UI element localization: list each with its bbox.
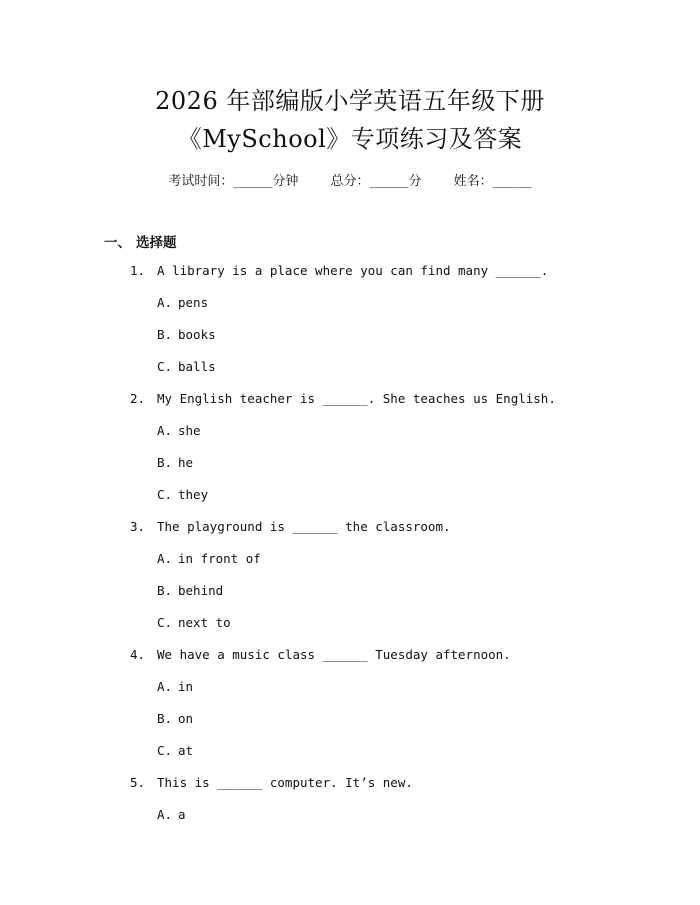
option-text: pens bbox=[178, 295, 209, 310]
exam-name-field: 姓名：______ bbox=[453, 174, 532, 189]
option-label: C. bbox=[157, 487, 173, 502]
exam-score-field: 总分：______分 bbox=[330, 174, 422, 189]
option-text: at bbox=[178, 743, 194, 758]
option-label: A. bbox=[157, 551, 173, 566]
question-1-option-b bbox=[0, 326, 700, 358]
question-number: 1. bbox=[130, 263, 146, 278]
option-label: C. bbox=[157, 743, 173, 758]
question-4-option-a bbox=[0, 678, 700, 710]
option-text: they bbox=[178, 487, 209, 502]
option-text: he bbox=[178, 455, 194, 470]
question-2 bbox=[0, 390, 700, 422]
section-title: 选择题 bbox=[136, 235, 177, 251]
question-number: 3. bbox=[130, 519, 146, 534]
option-label: B. bbox=[157, 455, 173, 470]
option-label: C. bbox=[157, 615, 173, 630]
question-5 bbox=[0, 774, 700, 806]
question-1 bbox=[0, 262, 700, 294]
question-3-option-b bbox=[0, 582, 700, 614]
option-text: she bbox=[178, 423, 201, 438]
exam-info bbox=[0, 170, 700, 189]
question-1-option-c bbox=[0, 358, 700, 390]
question-3-option-a bbox=[0, 550, 700, 582]
question-text: My English teacher is ______. She teaches us English. bbox=[157, 391, 556, 406]
option-label: B. bbox=[157, 711, 173, 726]
option-text: behind bbox=[178, 583, 224, 598]
option-text: on bbox=[178, 711, 194, 726]
question-4-option-c bbox=[0, 742, 700, 774]
option-label: A. bbox=[157, 423, 173, 438]
section-heading bbox=[104, 231, 177, 251]
option-text: a bbox=[178, 807, 186, 822]
question-text: We have a music class ______ Tuesday afternoon. bbox=[157, 647, 511, 662]
question-1-option-a bbox=[0, 294, 700, 326]
option-text: next to bbox=[178, 615, 231, 630]
question-text: This is ______ computer. It’s new. bbox=[157, 775, 413, 790]
question-text: A library is a place where you can find many ______. bbox=[157, 263, 549, 278]
question-3 bbox=[0, 518, 700, 550]
document-title-line-1: 2026 年部编版小学英语五年级下册 bbox=[155, 87, 545, 115]
question-number: 4. bbox=[130, 647, 146, 662]
section-number: 一、 bbox=[104, 235, 131, 251]
option-text: books bbox=[178, 327, 216, 342]
question-2-option-b bbox=[0, 454, 700, 486]
option-label: A. bbox=[157, 295, 173, 310]
exam-time-field: 考试时间：______分钟 bbox=[168, 174, 299, 189]
option-label: B. bbox=[157, 327, 173, 342]
option-label: C. bbox=[157, 359, 173, 374]
option-label: A. bbox=[157, 679, 173, 694]
question-4 bbox=[0, 646, 700, 678]
question-text: The playground is ______ the classroom. bbox=[157, 519, 451, 534]
option-label: B. bbox=[157, 583, 173, 598]
document-title-line-2: 《MySchool》专项练习及答案 bbox=[177, 125, 523, 153]
question-list bbox=[0, 262, 700, 838]
option-text: in front of bbox=[178, 551, 261, 566]
question-3-option-c bbox=[0, 614, 700, 646]
question-number: 2. bbox=[130, 391, 146, 406]
question-2-option-a bbox=[0, 422, 700, 454]
option-text: in bbox=[178, 679, 194, 694]
question-5-option-a bbox=[0, 806, 700, 838]
option-text: balls bbox=[178, 359, 216, 374]
question-2-option-c bbox=[0, 486, 700, 518]
question-4-option-b bbox=[0, 710, 700, 742]
question-number: 5. bbox=[130, 775, 146, 790]
option-label: A. bbox=[157, 807, 173, 822]
